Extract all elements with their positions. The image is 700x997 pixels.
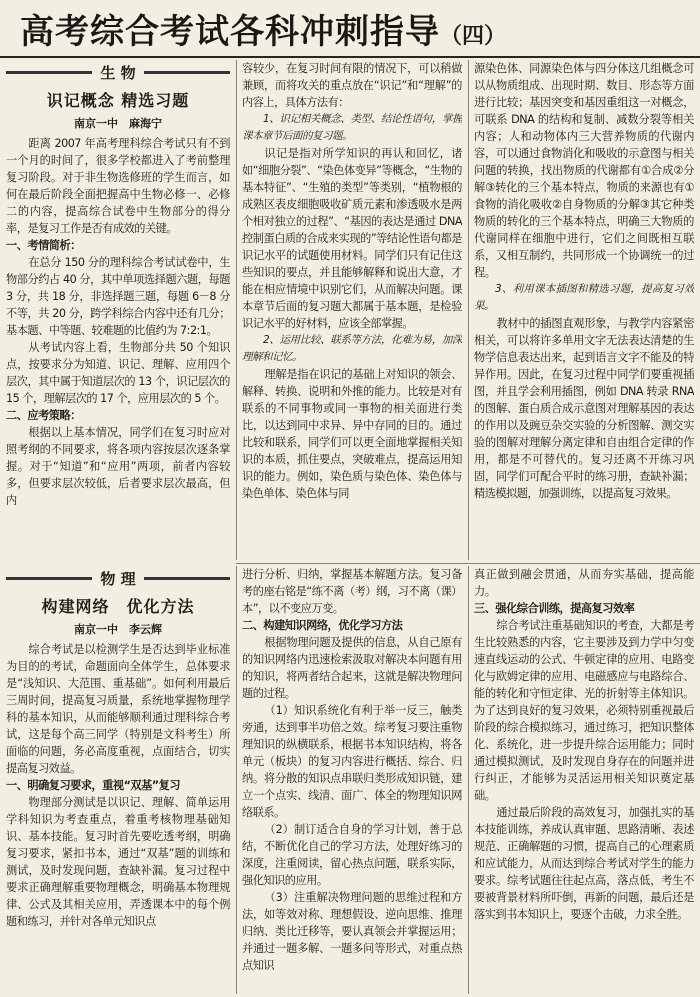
paragraph: 教材中的插图直观形象，与教学内容紧密相关，可以将许多单用文字无法表达清楚的生物学信息表达出来，起到语言文字不能及的特异作用。因此，在复习过程中同学们要重视插图，并且学会利用插图，例如 DNA 转录 RNA 的图解、蛋白质合成示意图对理解基因的表达的作用以及豌豆杂交实验的分析图解、测交实验的图解对理解分离定律和自由组合定律的作用，都是不可替代的。复习还离不开练习巩固，同学们可配合平时的练习册，查缺补漏；精选模拟题，加强训练，以提高复习效果。: [474, 317, 694, 500]
headline-title: 高考综合考试各科冲刺指导: [20, 12, 440, 52]
bio-byline: 南京一中 麻海宁: [74, 117, 162, 130]
column-divider: [468, 566, 469, 994]
section-heading: 一、考情简析：: [6, 239, 81, 252]
phy-column-2: [242, 566, 462, 994]
column-divider: [468, 60, 469, 560]
section-heading: 一、明确复习要求，重视“双基”复习: [6, 779, 181, 792]
section-divider: [236, 563, 700, 564]
column-divider: [236, 60, 237, 560]
section-heading: 3、利用课本插图和精选习题，提高复习效果。: [474, 283, 694, 312]
phy-byline: 南京一中 李云辉: [74, 623, 162, 636]
column-divider: [236, 566, 237, 994]
phy-column-3: [474, 566, 694, 994]
divider: [6, 577, 92, 580]
paragraph: 在总分 150 分的理科综合考试试卷中，生物部分约占 40 分，其中单项选择题六题，每题 3 分，共 18 分，非选择题三题，每题 6－8 分不等，共 20 分，跨学科综合内容中还有几分；基本题、中等题、较难题的比值约为 7:2:1。: [6, 256, 230, 337]
section-heading: 二、应考策略：: [6, 409, 81, 422]
section-heading: 2、运用比较、联系等方法，化难为易，加深理解和记忆。: [242, 334, 462, 363]
paragraph: 识记是指对所学知识的再认和回忆，诸如“细胞分裂”、“染色体变异”等概念，“生物的基本特征”、“生殖的类型”等类别，“植物根的成熟区表皮细胞吸收矿质元素和渗透吸水是两个相对独立的过程”、“基因的表达是通过 DNA 控制蛋白质的合成来实现的”等结论性语句都是识记水平的试题使用材料。同学们只有记住这些知识的要点，并且能够解释和说出大意，才能在相应情境中识别它们，从而解决问题。课本章节后面的复习题大都属于基本题，是检验识记水平的好材料，应该全部掌握。: [242, 147, 462, 330]
phy-article-title: 构建网络 优化方法: [41, 597, 195, 616]
paragraph: 物理部分测试是以识记、理解、简单运用学科知识为考查重点，着重考核物理基础知识、基本技能。复习时首先要吃透考纲，明确复习要求，紧扣书本，通过“双基”题的训练和测试，及时发现问题，查缺补漏。复习过程中要求正确理解重要物理概念，明确基本物理规律、公式及其相关应用，弄透课本中的每个例题和练习，并针对各单元知识点: [6, 796, 230, 928]
headline-rule: [0, 56, 700, 58]
headline-issue: （四）: [440, 24, 507, 49]
paragraph: 源染色体、同源染色体与四分体这几组概念可以从物质组成、出现时期、数目、形态等方面进行比较；基因突变和基因重组这一对概念，可联系 DNA 的结构和复制、减数分裂等相关内容；人和动物体内三大营养物质的代谢内容，可以通过食物消化和吸收的示意图与相关问题的转换，找出物质的代谢都有①合成②分解③转化的三个基本特点，物质的来源也有①食物的消化吸收②自身物质的分解③其它种类物质的转化的三个基本特点，明确三大物质的代谢同样在细胞中进行，它们之间既相互联系，又相互制约，共同形成一个协调统一的过程。: [474, 62, 694, 279]
paragraph: 根据以上基本情况，同学们在复习时应对照考纲的不同要求，将各项内容按层次逐条掌握。对于“知道”和“应用”两项，前者内容较多，但要求层次较低，后者要求层次最高，但内: [6, 426, 230, 507]
section-heading: 1、识记相关概念、类型、结论性语句，掌握课本章节后面的复习题。: [242, 113, 462, 142]
paragraph: 距离 2007 年高考理科综合考试只有不到一个月的时间了，很多学校都进入了考前整理复习阶段。对于非生物选修班的学生而言，如何在最后阶段全面把握高中生物必修一、必修二的内容，提高综合试卷中生物部分的得分率，是复习工作是否有成效的关键。: [6, 137, 230, 235]
bio-column-1: [6, 60, 230, 560]
phy-subject-bar: [6, 566, 230, 590]
bio-subject-bar: [6, 60, 230, 84]
paragraph: 通过最后阶段的高效复习，加强扎实的基本技能训练，养成认真审题、思路清晰、表述规范、正确解题的习惯，提高自己的心理素质和应试能力，从而达到综合考试对学生的能力要求。综考试题往往起点高，落点低，考生不要被背景材料所吓倒，再新的问题，最后还是落实到书本知识上，要逐个击破，力求全胜。: [474, 806, 694, 921]
divider: [144, 71, 230, 74]
paragraph: （1）知识系统化有利于举一反三，触类旁通，达到事半功倍之效。综考复习要注重物理知识的纵横联系，根据书本知识结构，将各单元（板块）的复习内容进行概括、综合、归纳。将分散的知识点串联归类形成知识链，建立一个点实、线清、面广、体全的物理知识网络联系。: [242, 704, 462, 819]
divider: [144, 577, 230, 580]
paragraph: 进行分析、归纳，掌握基本解题方法。复习备考的座右铭是“练不离（考）纲，习不离（课）本”，以不变应万变。: [242, 568, 462, 615]
divider: [6, 71, 92, 74]
paragraph: 理解是指在识记的基础上对知识的领会、解释、转换、说明和外推的能力。比较是对有联系的不同事物或同一事物的相关面进行类比，以达到同中求异、异中存同的目的。通过比较和联系，同学们可以更全面地掌握相关知识的本质，抓住要点，突破难点，提高运用知识的能力。例如，染色质与染色体、染色体与染色单体、染色体与同: [242, 368, 462, 500]
paragraph: 真正做到融会贯通，从而夯实基础，提高能力。: [474, 568, 694, 598]
paragraph: （2）制订适合自身的学习计划，善于总结，不断优化自己的学习方法，处理好练习的深度，注重阅读，留心热点问题，联系实际，强化知识的应用。: [242, 823, 462, 887]
phy-column-1: [6, 566, 230, 994]
section-heading: 二、构建知识网络，优化学习方法: [242, 619, 403, 632]
bio-column-2: [242, 60, 462, 560]
bio-subject-label: 生 物: [100, 63, 136, 82]
paragraph: 根据物理问题及提供的信息，从自己原有的知识网络内迅速检索汲取对解决本问题有用的知识，将两者结合起来，这就是解决物理问题的过程。: [242, 636, 462, 700]
paragraph: （3）注重解决物理问题的思维过程和方法，如等效对称、理想假设、逆向思维、推理归纳、类比迁移等，要认真领会并掌握运用；并通过一题多解、一题多问等形式，对重点热点知识: [242, 891, 462, 972]
paragraph: 综合考试注重基础知识的考查，大都是考生比较熟悉的内容，它主要涉及到力学中匀变速直线运动的公式、牛顿定律的应用、电路变化与欧姆定律的应用、电磁感应与电路综合、能的转化和守恒定律、光的折射等主体知识。为了达到良好的复习效果，必须特别重视最后阶段的综合模拟练习，通过练习，把知识整体化、系统化，进一步提升综合运用能力；同时通过模拟测试，及时发现自身存在的问题并进行纠正，才能够为灵活运用相关知识奠定基础。: [474, 619, 694, 802]
paragraph: 从考试内容上看，生物部分共 50 个知识点，按要求分为知道、识记、理解、应用四个层次，其中属于知道层次的 13 个，识记层次的 15 个，理解层次的 17 个，应用层次的 5 个。: [6, 341, 230, 405]
bio-article-title: 识记概念 精选习题: [46, 91, 190, 110]
phy-subject-label: 物 理: [100, 569, 136, 588]
paragraph: 综合考试是以检测学生是否达到毕业标准为目的的考试，命题面向全体学生，总体要求是“浅知识、大范围、重基础”。如何利用最后三周时间，提高复习质量，系统地掌握物理学科的基本知识，从而能够顺利通过理科综合考试，这是每个高三同学（特别是文科考生）所面临的问题，务必高度重视，点面结合，切实提高复习效益。: [6, 643, 230, 775]
paragraph: 容较少，在复习时间有限的情况下，可以稍做兼顾，而将攻关的重点放在“识记”和“理解”的内容上，具体方法有：: [242, 62, 462, 109]
headline: [20, 4, 506, 54]
section-heading: 三、强化综合训练，提高复习效率: [474, 602, 635, 615]
bio-column-3: [474, 60, 694, 560]
